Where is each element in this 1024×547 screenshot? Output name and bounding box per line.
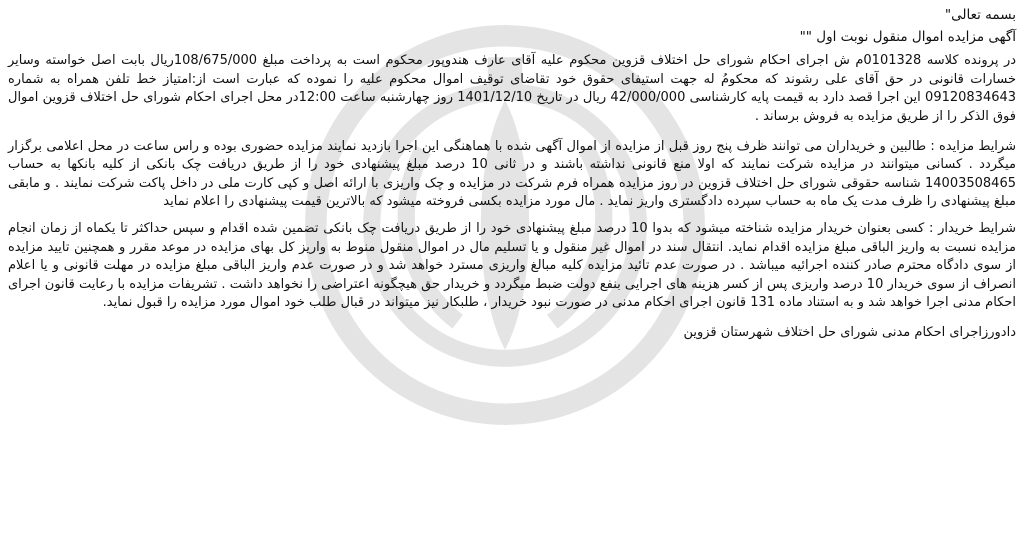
signature-line: دادورزاجرای احکام مدنی شورای حل اختلاف شهرستان قزوین — [683, 324, 1016, 340]
buyer-conditions-paragraph: شرایط خریدار : کسی بعنوان خریدار مزایده شناخته میشود که بدوا 10 درصد مبلغ پیشنهادی خود را از طریق دریافت چک بانکی تضمین شده اقدام و سپس حداکثر تا یکماه از زمان انجام مزایده نسبت به واریز الباقی مبلغ مزایده اقدام نماید. انتقال سند در اموال غیر منقول و یا تسلیم مال در اموال منقول منوط به واریز کل بهای مزایده در موعد مقرر و همچنین تایید مزایده از سوی دادگاه محترم صادر کننده اجرائیه میباشد . در صورت عدم تائید مزایده کلیه مبالغ واریزی مسترد خواهد شد و در صورت عدم واریز الباقی مبلغ مزایده در مهلت قانونی و یا اعلام انصراف از سوی خریدار 10 درصد واریزی پس از کسر هزینه های اجرایی بنفع دولت ضبط میگردد و خریدار حق هیچگونه اعتراضی را نخواهد داشت . تشریفات مزایده با رعایت قانون اجرای احکام مدنی اجرا خواهد شد و به استناد ماده 131 قانون اجرای احکام مدنی در صورت نبود خریدار ، طلبکار نیز میتواند در قبال طلب خود اموال مورد مزایده را قبول نماید. — [8, 220, 1017, 311]
auction-conditions-paragraph: شرایط مزایده : طالبین و خریداران می توانند ظرف پنج روز قبل از مزایده از اموال آگهی شده با هماهنگی این اجرا بازدید نمایند مزایده حضوری بوده و راس ساعت در محل اعلامی برگزار میگردد . کسانی میتوانند در مزایده شرکت نمایند که اولا منع قانونی نداشته باشند و در ثانی 10 درصد مبلغ پیشنهادی خود را از طریق دریافت چک بانکی از کلیه بانکها به حساب 14003508465 شناسه حقوقی شورای حل اختلاف قزوین در روز مزایده همراه فرم شرکت در مزایده و چک واریزی با ارائه اصل و کپی کارت ملی در داخل پاکت شرکت نمایند . و مابقی مبلغ پیشنهادی را ظرف مدت یک ماه به حساب سپرده دادگستری واریز نماید . مال مورد مزایده بکسی فروخته میشود که بالاترین قیمت پیشنهادی را اعلام نماید — [8, 138, 1016, 210]
basmala-heading: بسمه تعالی" — [944, 7, 1016, 23]
notice-document — [8, 6, 1016, 343]
case-details-paragraph: در پرونده کلاسه 0101328م ش اجرای احکام شورای حل اختلاف قزوین محکوم علیه آقای عارف هندوپور محکوم است به پرداخت مبلغ 108/675/000ریال بابت اصل خواسته وسایر خسارات قانونی در حق آقای علی رشوند که محکومُ له جهت استیفای حقوق خود تقاضای توقیف اموال محکوم علیه را نموده که عبارت است از:امتیاز خط تلفن همراه به شماره 09120834643 این اجرا قصد دارد به قیمت پایه کارشناسی 42/000/000 ریال در تاریخ 1401/12/10 روز چهارشنبه ساعت 12:00در محل اجرای احکام شورای حل اختلاف قزوین اموال فوق الذکر را از طریق مزایده به فروش برساند . — [8, 53, 1017, 124]
notice-title: آگهی مزایده اموال منقول نوبت اول "" — [799, 28, 1016, 45]
